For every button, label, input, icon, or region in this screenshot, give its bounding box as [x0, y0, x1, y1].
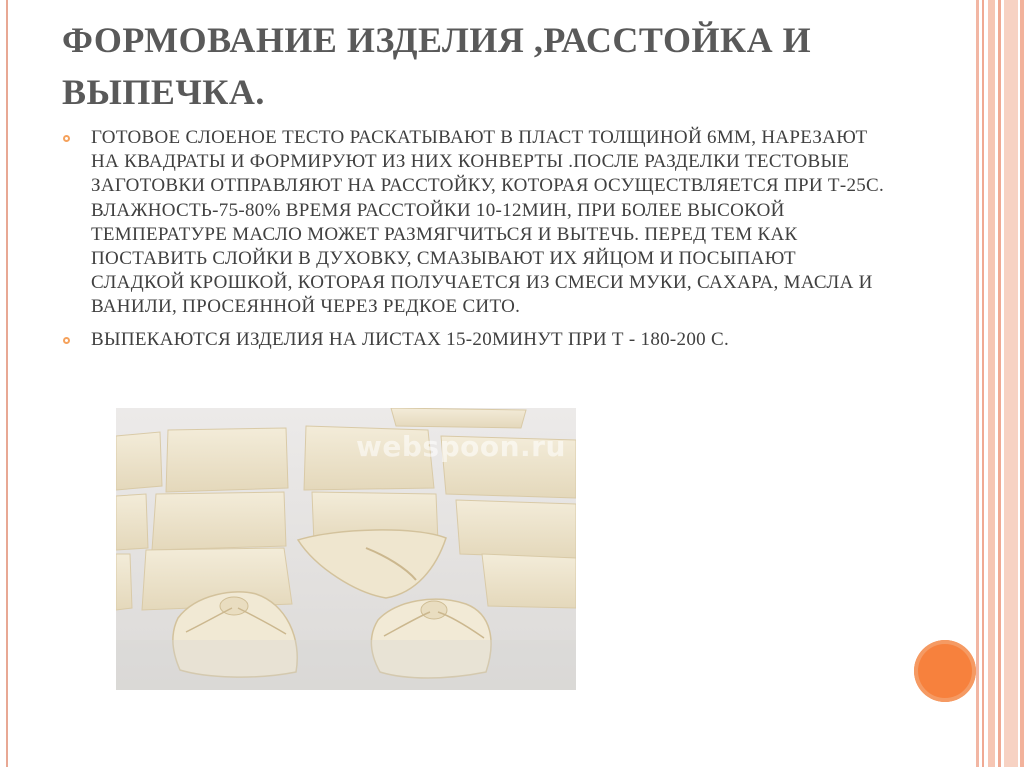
list-item — [62, 328, 892, 352]
list-item — [62, 126, 892, 320]
left-border-line — [6, 0, 8, 767]
bullet-circle-icon — [63, 135, 70, 142]
bullet-text: ВЫПЕКАЮТСЯ ИЗДЕЛИЯ НА ЛИСТАХ 15-20МИНУТ ПРИ Т - 180-200 С. — [91, 328, 730, 350]
dough-envelopes-photo — [116, 408, 576, 690]
bullet-circle-icon — [63, 337, 70, 344]
decorative-stripes — [976, 0, 1024, 767]
orange-circle-decoration — [914, 640, 976, 702]
slide-title: ФОРМОВАНИЕ ИЗДЕЛИЯ ,РАССТОЙКА И ВЫПЕЧКА. — [62, 20, 812, 112]
bullet-text: ГОТОВОЕ СЛОЕНОЕ ТЕСТО РАСКАТЫВАЮТ В ПЛАСТ ТОЛЩИНОЙ 6ММ, НАРЕЗАЮТ НА КВАДРАТЫ И ФОРМИРУЮТ ИЗ НИХ КОНВЕРТЫ .ПОСЛЕ РАЗДЕЛКИ ТЕСТОВЫЕ ЗАГОТОВКИ ОТПРАВЛЯЮТ НА РАССТОЙКУ, КОТОРАЯ ОСУЩЕСТВЛЯЕТСЯ ПРИ Т-25С. ВЛАЖНОСТЬ-75-80% ВРЕМЯ РАССТОЙКИ 10-12МИН, ПРИ БОЛЕЕ ВЫСОКОЙ ТЕМПЕРАТУРЕ МАСЛО МОЖЕТ РАЗМЯГЧИТЬСЯ И ВЫТЕЧЬ. ПЕРЕД ТЕМ КАК ПОСТАВИТЬ СЛОЙКИ В ДУХОВКУ, СМАЗЫВАЮТ ИХ ЯЙЦОМ И ПОСЫПАЮТ СЛАДКОЙ КРОШКОЙ, КОТОРАЯ ПОЛУЧАЕТСЯ ИЗ СМЕСИ МУКИ, САХАРА, МАСЛА И ВАНИЛИ, ПРОСЕЯННОЙ ЧЕРЕЗ РЕДКОЕ СИТО. — [91, 127, 885, 318]
bullet-list — [62, 126, 892, 360]
photo-watermark: webspoon.ru — [356, 430, 566, 463]
